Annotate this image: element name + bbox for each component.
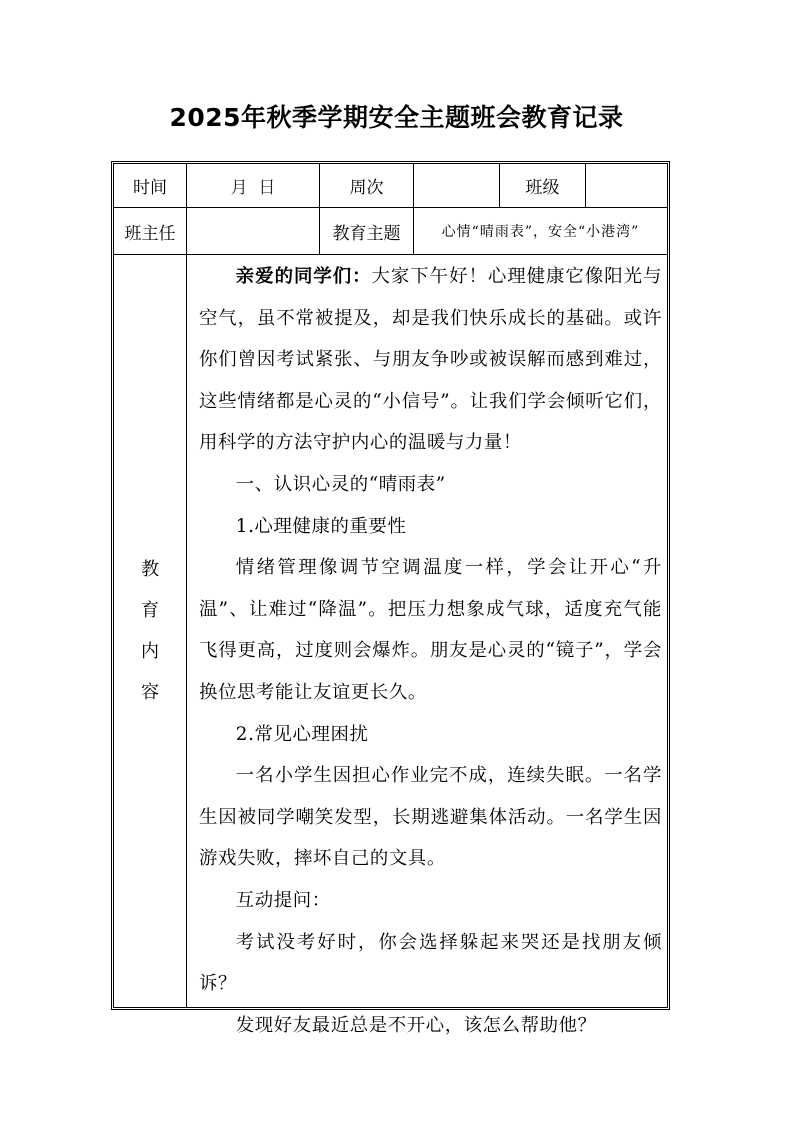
time-label: 时间 <box>133 178 167 198</box>
class-label: 班级 <box>525 178 560 198</box>
body-paragraph: 情绪管理像调节空调温度一样，学会让开心“升温”、让难过“降温”。把压力想象成气球，适度充气能飞得更高，过度则会爆炸。朋友是心灵的“镜子”，学会换位思考能让友谊更长久。 <box>199 557 662 703</box>
intro-text: 大家下午好！心理健康它像阳光与空气，虽不常被提及，却是我们快乐成长的基础。或许你们曾因考试紧张、与朋友争吵或被误解而感到难过，这些情绪都是心灵的“小信号”。让我们学会倾听它们，用科学的方法守护内心的温暖与力量！ <box>199 266 662 454</box>
content-label-char: 容 <box>141 682 159 703</box>
time-value-field[interactable]: 月 日 <box>230 178 276 198</box>
body-paragraph: 一名小学生因担心作业完不成，连续失眠。一名学生因被同学嘲笑发型，长期逃避集体活动。一名学生因游戏失败，摔坏自己的文具。 <box>199 765 662 870</box>
education-content <box>195 256 666 1046</box>
week-label: 周次 <box>349 178 384 198</box>
greeting: 亲爱的同学们： <box>235 266 372 287</box>
content-label <box>114 255 186 1007</box>
content-label-char: 育 <box>141 600 159 621</box>
page-title: 2025年秋季学期安全主题班会教育记录 <box>169 103 624 132</box>
content-label-char: 内 <box>141 641 159 662</box>
class-value-field[interactable] <box>586 164 667 207</box>
question: 考试没考好时，你会选择躲起来哭还是找朋友倾诉？ <box>199 931 662 995</box>
content-label-char: 教 <box>141 559 159 580</box>
teacher-value-field[interactable] <box>187 208 319 254</box>
interactive-label: 互动提问： <box>235 889 331 911</box>
teacher-label: 班主任 <box>124 223 176 244</box>
column-divider <box>186 164 187 1007</box>
theme-value: 心情“晴雨表”，安全“小港湾” <box>441 224 640 240</box>
week-value-field[interactable] <box>414 164 499 207</box>
section-heading: 一、认识心灵的“晴雨表” <box>235 473 446 495</box>
subheading: 2.常见心理困扰 <box>235 723 369 745</box>
subheading: 1.心理健康的重要性 <box>235 515 407 537</box>
theme-label: 教育主题 <box>332 223 401 244</box>
record-table <box>111 161 670 1036</box>
question: 发现好友最近总是不开心，该怎么帮助他？ <box>235 1014 597 1036</box>
row-divider <box>114 254 667 255</box>
intro-paragraph <box>199 256 662 464</box>
